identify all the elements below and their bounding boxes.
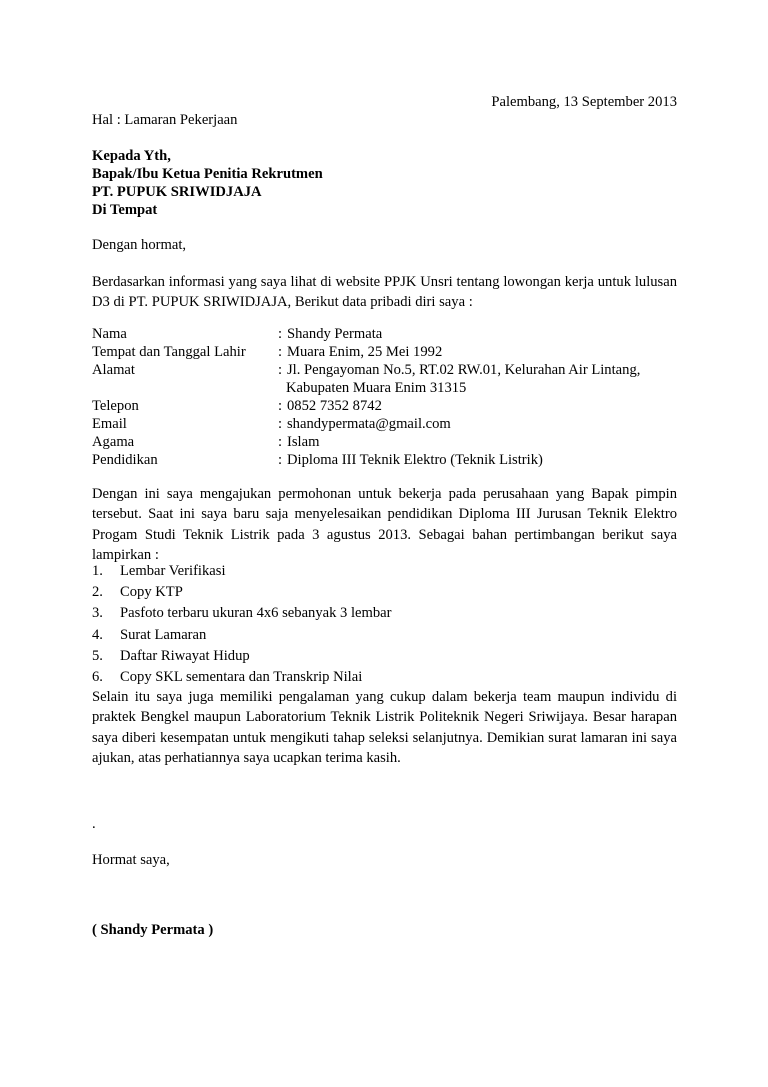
birth-value: Muara Enim, 25 Mei 1992 — [287, 344, 443, 360]
personal-row-education — [92, 451, 677, 469]
address-value: Jl. Pengayoman No.5, RT.02 RW.01, Kelurahan Air Lintang, — [287, 362, 641, 378]
personal-row-address — [92, 361, 677, 379]
name-label: Nama — [92, 326, 127, 342]
letter-subject: Hal : Lamaran Pekerjaan — [92, 112, 238, 128]
body-paragraph: Dengan ini saya mengajukan permohonan untuk bekerja pada perusahaan yang Bapak pimpin tersebut. Saat ini saya baru saja menyelesaikan pendidikan Diploma III Jurusan Teknik Elektro Progam Studi Teknik Listrik pada 3 agustus 2013. Sebagai bahan pertimbangan berikut saya lampirkan : — [92, 486, 677, 563]
attachment-text: Copy KTP — [120, 584, 183, 600]
religion-label: Agama — [92, 434, 135, 450]
attachment-text: Copy SKL sementara dan Transkrip Nilai — [120, 669, 363, 685]
attachment-number: 4. — [92, 627, 103, 643]
attachment-number: 2. — [92, 584, 103, 600]
attachment-text: Daftar Riwayat Hidup — [120, 648, 250, 664]
letter-date: Palembang, 13 September 2013 — [491, 94, 677, 110]
personal-row-name — [92, 325, 677, 343]
personal-row-phone — [92, 397, 677, 415]
religion-value: Islam — [287, 434, 320, 450]
signature-name: ( Shandy Permata ) — [92, 922, 214, 938]
attachment-number: 3. — [92, 605, 103, 621]
name-value: Shandy Permata — [287, 326, 383, 342]
education-colon: : — [278, 452, 283, 468]
religion-colon: : — [278, 434, 283, 450]
attachment-text: Pasfoto terbaru ukuran 4x6 sebanyak 3 lembar — [120, 605, 392, 621]
address-value-continued: Kabupaten Muara Enim 31315 — [286, 380, 467, 396]
email-label: Email — [92, 416, 127, 432]
education-value: Diploma III Teknik Elektro (Teknik Listrik) — [287, 452, 543, 468]
recipient-line-2: Bapak/Ibu Ketua Penitia Rekrutmen — [92, 166, 323, 182]
recipient-line-4: Di Tempat — [92, 202, 158, 218]
attachment-number: 5. — [92, 648, 103, 664]
email-value: shandypermata@gmail.com — [287, 416, 451, 432]
phone-value: 0852 7352 8742 — [287, 398, 382, 414]
recipient-line-1: Kepada Yth, — [92, 148, 171, 164]
greeting: Dengan hormat, — [92, 237, 187, 253]
name-colon: : — [278, 326, 283, 342]
personal-row-birth — [92, 343, 677, 361]
birth-colon: : — [278, 344, 283, 360]
education-label: Pendidikan — [92, 452, 158, 468]
address-label: Alamat — [92, 362, 135, 378]
intro-paragraph: Berdasarkan informasi yang saya lihat di website PPJK Unsri tentang lowongan kerja untuk lulusan D3 di PT. PUPUK SRIWIDJAJA, Berikut data pribadi diri saya : — [92, 274, 677, 311]
phone-colon: : — [278, 398, 283, 414]
attachment-number: 1. — [92, 563, 103, 579]
closing-paragraph: Selain itu saya juga memiliki pengalaman yang cukup dalam bekerja team maupun individu di praktek Bengkel maupun Laboratorium Teknik Listrik Politeknik Negeri Sriwijaya. Besar harapan saya diberi kesempatan untuk mengikuti tahap seleksi selanjutnya. Demikian surat lamaran ini saya ajukan, atas perhatiannya saya ucapkan terima kasih. — [92, 689, 677, 766]
address-colon: : — [278, 362, 283, 378]
recipient-line-3: PT. PUPUK SRIWIDJAJA — [92, 184, 262, 200]
birth-label: Tempat dan Tanggal Lahir — [92, 344, 246, 360]
attachment-text: Lembar Verifikasi — [120, 563, 226, 579]
personal-row-email — [92, 415, 677, 433]
sign-off: Hormat saya, — [92, 852, 170, 868]
email-colon: : — [278, 416, 283, 432]
stray-dot: . — [92, 816, 96, 832]
personal-row-religion — [92, 433, 677, 451]
attachment-text: Surat Lamaran — [120, 627, 207, 643]
phone-label: Telepon — [92, 398, 139, 414]
attachment-number: 6. — [92, 669, 103, 685]
